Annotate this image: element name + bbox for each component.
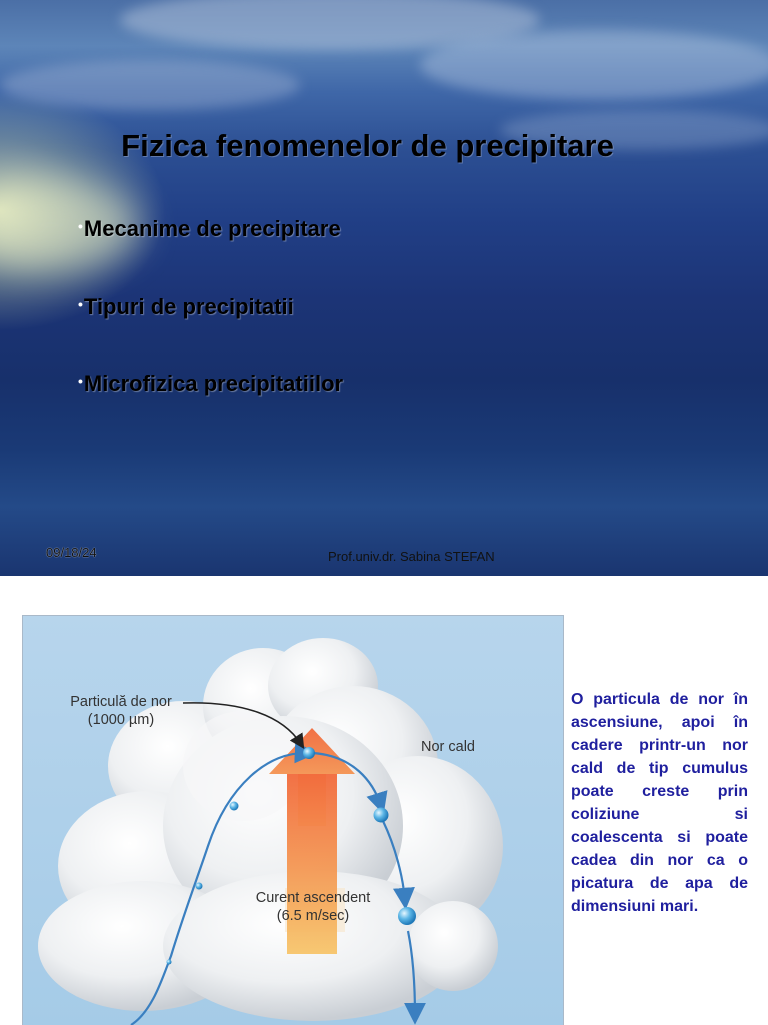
cumulus-illustration xyxy=(23,616,563,1025)
particle-label xyxy=(51,693,191,729)
cloud-label: Nor cald xyxy=(421,739,475,755)
bullet-text: Microfizica precipitatiilor xyxy=(83,371,344,396)
sky-cloud xyxy=(420,30,768,100)
slide-title: Fizica fenomenelor de precipitare xyxy=(121,128,614,163)
slide-date: 09/18/24 xyxy=(46,545,97,560)
updraft-label-name: Curent ascendent xyxy=(255,890,371,906)
updraft-label-speed: (6.5 m/sec) xyxy=(276,908,350,924)
particle-label-size: (1000 µm) xyxy=(87,712,155,728)
bullet-text: Mecanime de precipitare xyxy=(83,216,341,241)
updraft-arrow-shaft xyxy=(287,774,337,954)
slide-author: Prof.univ.dr. Sabina STEFAN xyxy=(328,549,495,564)
bullet-item xyxy=(78,216,341,242)
bullet-text: Tipuri de precipitatii xyxy=(83,294,294,319)
bullet-marker: • xyxy=(78,373,83,389)
particle-label-name: Particulă de nor xyxy=(70,694,172,710)
sky-cloud xyxy=(0,60,300,110)
bullet-marker: • xyxy=(78,218,83,234)
description-text: O particula de nor în ascensiune, apoi în cadere printr-un nor cald de tip cumulus poate creste prin coliziune si coalescenta si poate cadea din nor ca o picatura de apa de dimensiuni mari. xyxy=(571,691,748,915)
droplet xyxy=(167,960,172,965)
cloud-figure xyxy=(22,615,564,1025)
updraft-label xyxy=(223,889,403,925)
bullet-marker: • xyxy=(78,296,83,312)
bullet-item xyxy=(78,294,294,320)
droplet xyxy=(230,802,239,811)
droplet xyxy=(374,808,389,823)
droplet xyxy=(196,883,203,890)
bullet-item xyxy=(78,371,343,397)
droplet xyxy=(303,747,315,759)
